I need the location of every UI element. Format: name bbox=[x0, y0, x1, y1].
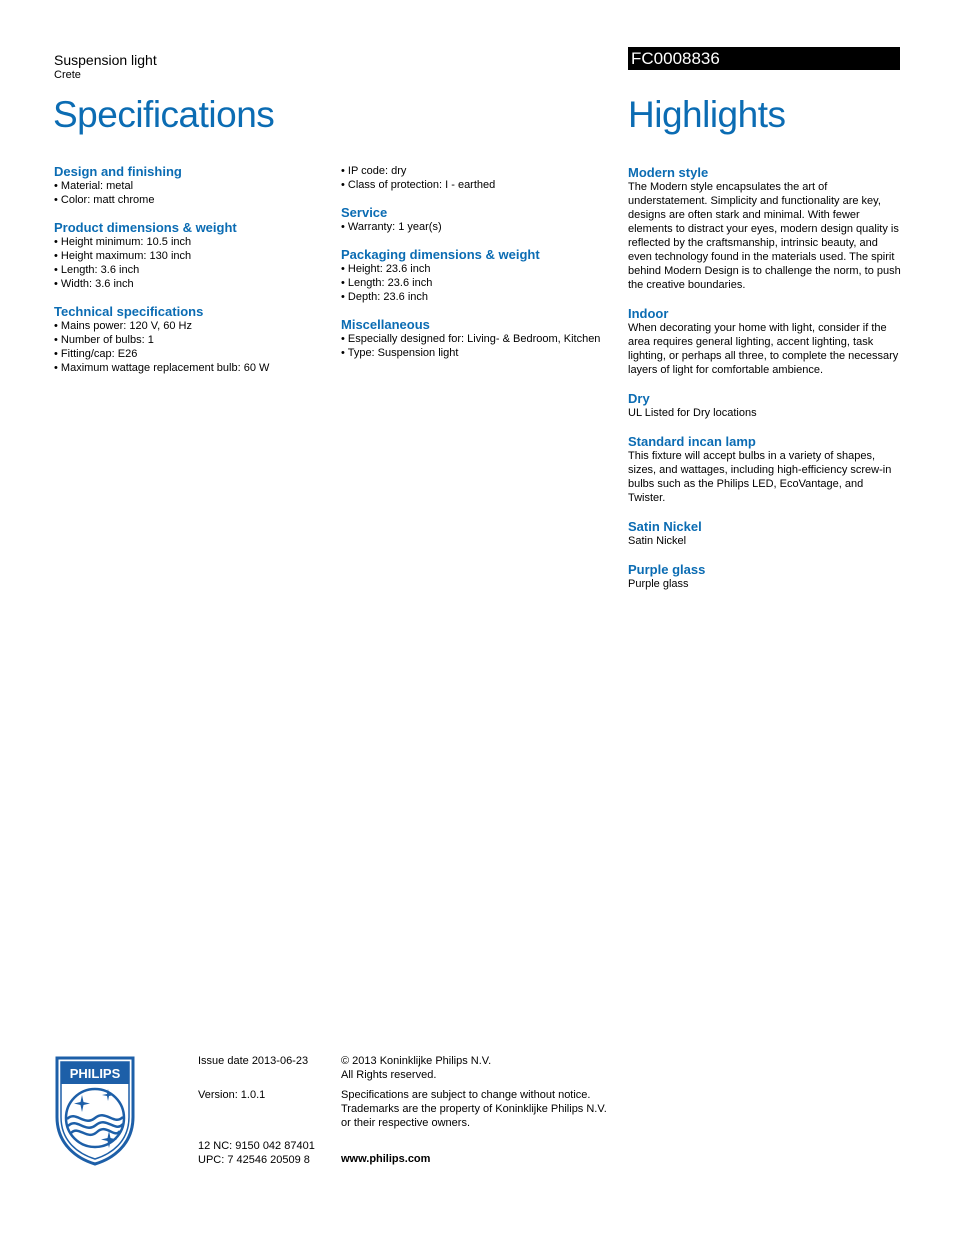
spec-heading: Miscellaneous bbox=[341, 317, 430, 332]
product-identifiers bbox=[198, 1139, 315, 1167]
spec-item: • Maximum wattage replacement bulb: 60 W bbox=[54, 362, 270, 374]
spec-list bbox=[341, 220, 621, 234]
spec-item: • Especially designed for: Living- & Bedroom, Kitchen bbox=[341, 333, 601, 345]
logo-wordmark: PHILIPS bbox=[69, 1066, 121, 1081]
highlight-heading: Indoor bbox=[628, 306, 669, 321]
copyright-line: © 2013 Koninklijke Philips N.V. bbox=[341, 1055, 492, 1067]
specs-column-2 bbox=[341, 164, 621, 373]
highlight bbox=[628, 434, 903, 505]
spec-item: • Class of protection: I - earthed bbox=[341, 179, 496, 191]
highlight bbox=[628, 519, 903, 548]
highlight bbox=[628, 391, 903, 420]
nc-number: 12 NC: 9150 042 87401 bbox=[198, 1140, 315, 1152]
highlights-title: Highlights bbox=[628, 94, 786, 135]
spec-item: • Number of bulbs: 1 bbox=[54, 334, 154, 346]
product-type: Suspension light bbox=[54, 52, 157, 68]
highlight-heading: Standard incan lamp bbox=[628, 434, 756, 449]
highlight-text: UL Listed for Dry locations bbox=[628, 407, 757, 419]
spec-list bbox=[341, 262, 621, 304]
spec-item: • Type: Suspension light bbox=[341, 347, 459, 359]
spec-heading: Technical specifications bbox=[54, 304, 204, 319]
spec-item: • Color: matt chrome bbox=[54, 194, 155, 206]
spec-section bbox=[54, 164, 324, 207]
product-name: Crete bbox=[54, 69, 81, 81]
notice-line: Trademarks are the property of Koninklijke Philips N.V. bbox=[341, 1103, 607, 1115]
spec-section-continued bbox=[341, 164, 621, 192]
highlight-heading: Purple glass bbox=[628, 562, 706, 577]
spec-item: • IP code: dry bbox=[341, 165, 407, 177]
spec-list bbox=[341, 164, 621, 192]
spec-heading: Service bbox=[341, 205, 388, 220]
spec-item: • Width: 3.6 inch bbox=[54, 278, 134, 290]
highlight bbox=[628, 562, 903, 591]
version: Version: 1.0.1 bbox=[198, 1089, 266, 1101]
highlight-text: Satin Nickel bbox=[628, 535, 687, 547]
highlight-heading: Satin Nickel bbox=[628, 519, 702, 534]
spec-heading: Product dimensions & weight bbox=[54, 220, 237, 235]
highlight-heading: Modern style bbox=[628, 165, 709, 180]
spec-list bbox=[54, 319, 324, 375]
highlight-text: The Modern style encapsulates the art of understatement. Simplicity and functionality are key, designs are often stark and minimal. With fewer elements to distract your eyes, modern design quality is reflected by the craftsmanship, intrinsic beauty, and even technology found in the materials used. The spirit behind Modern Design is to challenge the norm, to push the creative boundaries. bbox=[628, 181, 901, 291]
spec-list bbox=[54, 235, 324, 291]
highlight-text: This fixture will accept bulbs in a variety of shapes, sizes, and wattages, including high-efficiency screw-in bulbs such as the Philips LED, EcoVantage, and Twister. bbox=[628, 450, 892, 504]
specs-column-1 bbox=[54, 164, 324, 388]
spec-list bbox=[341, 332, 621, 360]
copyright bbox=[341, 1054, 621, 1082]
spec-list bbox=[54, 179, 324, 207]
spec-item: • Height maximum: 130 inch bbox=[54, 250, 192, 262]
product-code-badge: FC0008836 bbox=[628, 47, 900, 70]
highlight bbox=[628, 165, 903, 292]
highlight-text: When decorating your home with light, consider if the area requires general lighting, accent lighting, task lighting, or perhaps all three, to complete the necessary layers of light for comfortable ambience. bbox=[628, 322, 899, 376]
highlight-heading: Dry bbox=[628, 391, 650, 406]
spec-section bbox=[54, 304, 324, 375]
spec-heading: Design and finishing bbox=[54, 164, 182, 179]
spec-item: • Mains power: 120 V, 60 Hz bbox=[54, 320, 192, 332]
issue-date: Issue date 2013-06-23 bbox=[198, 1055, 309, 1067]
notice-line: Specifications are subject to change without notice. bbox=[341, 1089, 591, 1101]
legal-notice bbox=[341, 1088, 621, 1130]
spec-item: • Height: 23.6 inch bbox=[341, 263, 431, 275]
spec-section bbox=[341, 247, 621, 304]
philips-shield-logo bbox=[54, 1055, 136, 1167]
spec-item: • Depth: 23.6 inch bbox=[341, 291, 429, 303]
specifications-title: Specifications bbox=[53, 94, 275, 135]
spec-section bbox=[341, 317, 621, 360]
spec-item: • Length: 3.6 inch bbox=[54, 264, 140, 276]
highlights-column bbox=[628, 165, 903, 605]
highlight bbox=[628, 306, 903, 377]
spec-item: • Material: metal bbox=[54, 180, 134, 192]
notice-line: or their respective owners. bbox=[341, 1117, 470, 1129]
spec-heading: Packaging dimensions & weight bbox=[341, 247, 540, 262]
spec-item: • Height minimum: 10.5 inch bbox=[54, 236, 192, 248]
rights-line: All Rights reserved. bbox=[341, 1069, 437, 1081]
spec-item: • Fitting/cap: E26 bbox=[54, 348, 138, 360]
spec-item: • Length: 23.6 inch bbox=[341, 277, 433, 289]
upc-number: UPC: 7 42546 20509 8 bbox=[198, 1154, 310, 1166]
highlight-text: Purple glass bbox=[628, 578, 689, 590]
spec-section bbox=[54, 220, 324, 291]
spec-section bbox=[341, 205, 621, 234]
spec-item: • Warranty: 1 year(s) bbox=[341, 221, 442, 233]
website-link[interactable]: www.philips.com bbox=[341, 1153, 431, 1165]
